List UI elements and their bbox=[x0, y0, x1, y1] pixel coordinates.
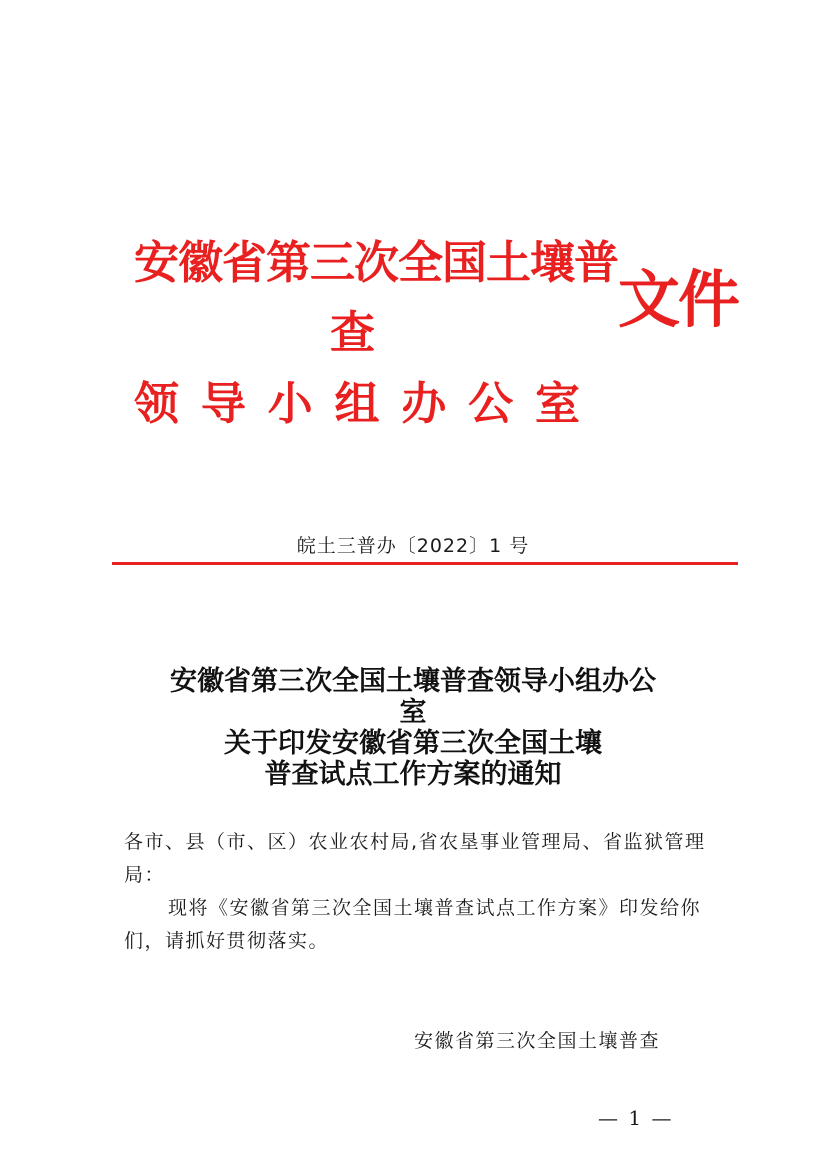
header-divider bbox=[112, 562, 738, 565]
notice-title-line: 关于印发安徽省第三次全国土壤 bbox=[224, 728, 602, 759]
header-title-char: 室 bbox=[534, 377, 580, 430]
header-title-line3 bbox=[134, 377, 580, 431]
notice-title-line: 室 bbox=[399, 697, 427, 728]
notice-title-line: 安徽省第三次全国土壤普查领导小组办公 bbox=[170, 666, 656, 697]
header-title-char: 导 bbox=[200, 377, 246, 430]
page-number: — 1 — bbox=[598, 1106, 674, 1130]
body-paragraph: 现将《安徽省第三次全国土壤普查试点工作方案》印发给你们，请抓好贯彻落实。 bbox=[124, 897, 702, 952]
signature: 安徽省第三次全国土壤普查 bbox=[414, 1030, 661, 1052]
notice-title bbox=[80, 666, 746, 790]
addressee: 各市、县（市、区）农业农村局,省农垦事业管理局、省监狱管理局： bbox=[124, 831, 706, 886]
header-title-char: 小 bbox=[267, 377, 313, 430]
document-number: 皖土三普办〔2022〕1 号 bbox=[296, 535, 530, 557]
header-title-char: 公 bbox=[468, 377, 514, 430]
header-title-line2: 查 bbox=[330, 306, 376, 359]
header-title-suffix: 文件 bbox=[618, 263, 739, 336]
header-title-char: 办 bbox=[401, 377, 447, 430]
header-title-line1: 安徽省第三次全国土壤普 bbox=[134, 236, 619, 289]
document-header bbox=[0, 0, 826, 460]
notice-title-line: 普查试点工作方案的通知 bbox=[264, 759, 562, 790]
header-title-char: 组 bbox=[334, 377, 380, 430]
header-title-char: 领 bbox=[134, 377, 180, 430]
